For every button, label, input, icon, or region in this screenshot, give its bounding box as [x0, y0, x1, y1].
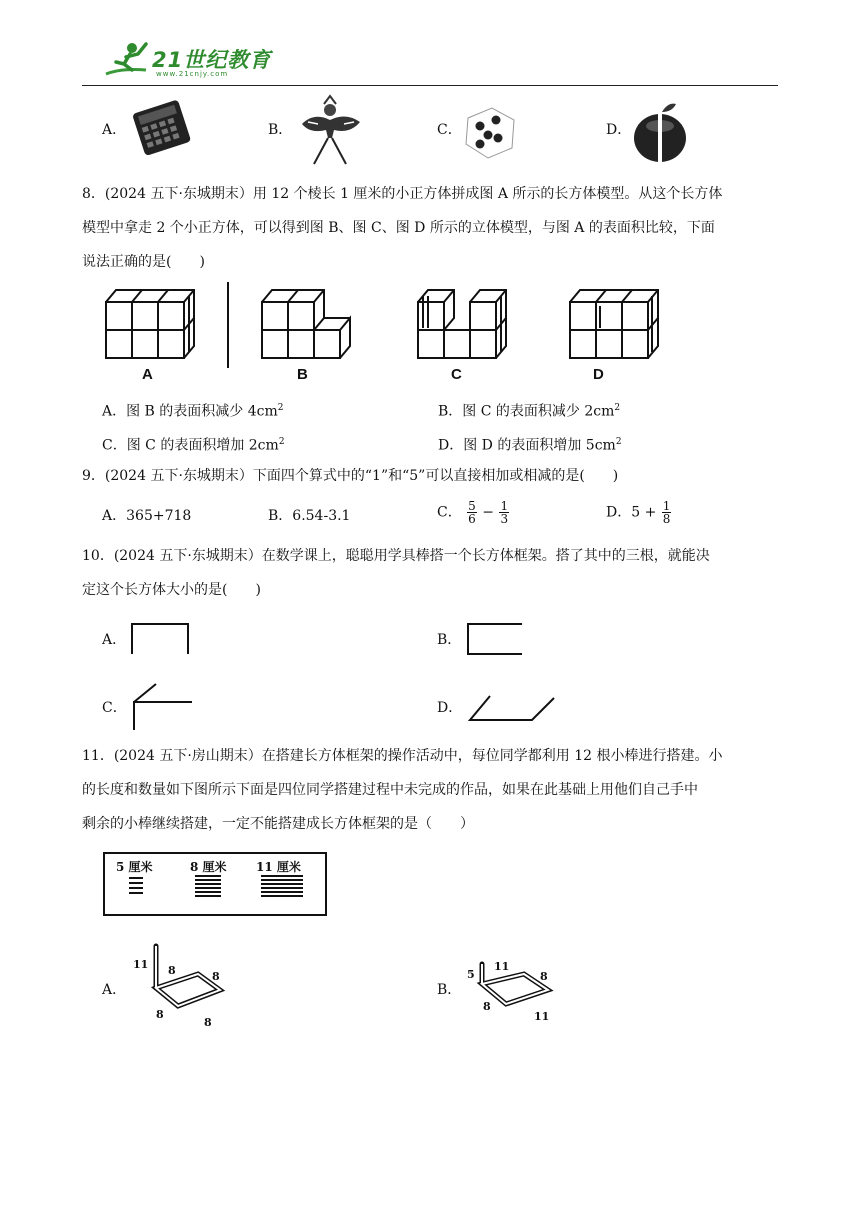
- q7-option-c-label: C．: [437, 122, 462, 138]
- q10-figure-b: [464, 620, 528, 660]
- q10-option-b-label: B．: [437, 632, 462, 648]
- q9-option-d: D．5 + $\frac{1}{8}$: [606, 499, 671, 526]
- q10-option-c-label: C．: [102, 700, 127, 716]
- q11-a-num-3: 8: [212, 970, 220, 983]
- q8-line-2: 模型中拿走 2 个小正方体，可以得到图 B、图 C、图 D 所示的立体模型，与图 A 的表面积比较，下面: [82, 220, 715, 236]
- q9-option-a: A．365+718: [102, 508, 192, 524]
- q7-option-a-label: A．: [102, 122, 127, 138]
- q11-a-num-2: 8: [168, 964, 176, 977]
- q10-line-1: 10．(2024 五下·东城期末）在数学课上，聪聪用学具棒搭一个长方体框架。搭了其中的三根，就能决: [82, 548, 710, 564]
- fraction-1-8: $\frac{1}{8}$: [662, 499, 671, 526]
- q8-line-1: 8．(2024 五下·东城期末）用 12 个棱长 1 厘米的小正方体拼成图 A 所示的长方体模型。从这个长方体: [82, 186, 723, 202]
- apple-image: [630, 96, 690, 166]
- q8-option-b: B．图 C 的表面积减少 $2cm^2$: [438, 403, 621, 420]
- q8-option-d: D．图 D 的表面积增加 $5cm^2$: [438, 437, 622, 454]
- q11-b-num-3: 8: [540, 970, 548, 983]
- stick-bundles: [103, 852, 327, 916]
- q10-line-2: 定这个长方体大小的是( ): [82, 582, 261, 598]
- kite-image: [294, 94, 368, 166]
- q10-figure-a: [128, 620, 194, 656]
- q8-fig-label-d: D: [593, 366, 604, 383]
- logo-text: 21世纪教育: [152, 48, 272, 72]
- q8-fig-label-a: A: [142, 366, 153, 383]
- q11-line-1: 11．(2024 五下·房山期末）在搭建长方体框架的操作活动中，每位同学都利用 12 根小棒进行搭建。小: [82, 748, 723, 764]
- q8-fig-label-b: B: [297, 366, 308, 383]
- q11-a-num-1: 11: [133, 958, 149, 971]
- q8-option-c: C．图 C 的表面积增加 $2cm^2$: [102, 437, 285, 454]
- q8-fig-label-c: C: [451, 366, 462, 383]
- q11-figure-a: [128, 938, 238, 1030]
- q11-line-3: 剩余的小棒继续搭建，一定不能搭建成长方体框架的是（ ）: [82, 816, 474, 832]
- q8-option-a: A．图 B 的表面积减少 $4cm^2$: [102, 403, 284, 420]
- q11-line-2: 的长度和数量如下图所示下面是四位同学搭建过程中未完成的作品，如果在此基础上用他们自己手中: [82, 782, 698, 798]
- fraction-1-3: $\frac{1}{3}$: [500, 499, 509, 526]
- q11-option-b-label: B．: [437, 982, 462, 998]
- q11-b-num-1: 5: [467, 968, 475, 981]
- stick-label-8: 8 厘米: [190, 860, 227, 874]
- q8-line-3: 说法正确的是( ): [82, 254, 205, 270]
- q10-figure-c: [128, 680, 198, 734]
- q10-figure-d: [464, 692, 560, 726]
- logo-url: www.21cnjy.com: [156, 70, 229, 78]
- calculator-image: [128, 100, 194, 158]
- q11-b-num-4: 8: [483, 1000, 491, 1013]
- runner-logo-icon: [102, 40, 154, 82]
- fraction-5-6: $\frac{5}{6}$: [468, 499, 476, 526]
- stick-label-11: 11 厘米: [256, 860, 301, 874]
- q11-option-a-label: A．: [102, 982, 127, 998]
- q7-option-d-label: D．: [606, 122, 632, 138]
- q11-a-num-4: 8: [156, 1008, 164, 1021]
- dice-image: [462, 104, 518, 160]
- q11-a-num-5: 8: [204, 1016, 212, 1029]
- q11-b-num-2: 11: [494, 960, 510, 973]
- q11-b-num-5: 11: [534, 1010, 550, 1023]
- q10-option-a-label: A．: [102, 632, 127, 648]
- q10-option-d-label: D．: [437, 700, 463, 716]
- q7-option-b-label: B．: [268, 122, 293, 138]
- stick-label-5: 5 厘米: [116, 860, 153, 874]
- q9-option-c: C． $\frac{5}{6}$ − $\frac{1}{3}$: [437, 499, 509, 526]
- q9-line-1: 9．(2024 五下·东城期末）下面四个算式中的“1”和“5”可以直接相加或相减的是( ): [82, 468, 619, 484]
- header-rule: [82, 85, 778, 86]
- q9-option-b: B．6.54-3.1: [268, 508, 351, 524]
